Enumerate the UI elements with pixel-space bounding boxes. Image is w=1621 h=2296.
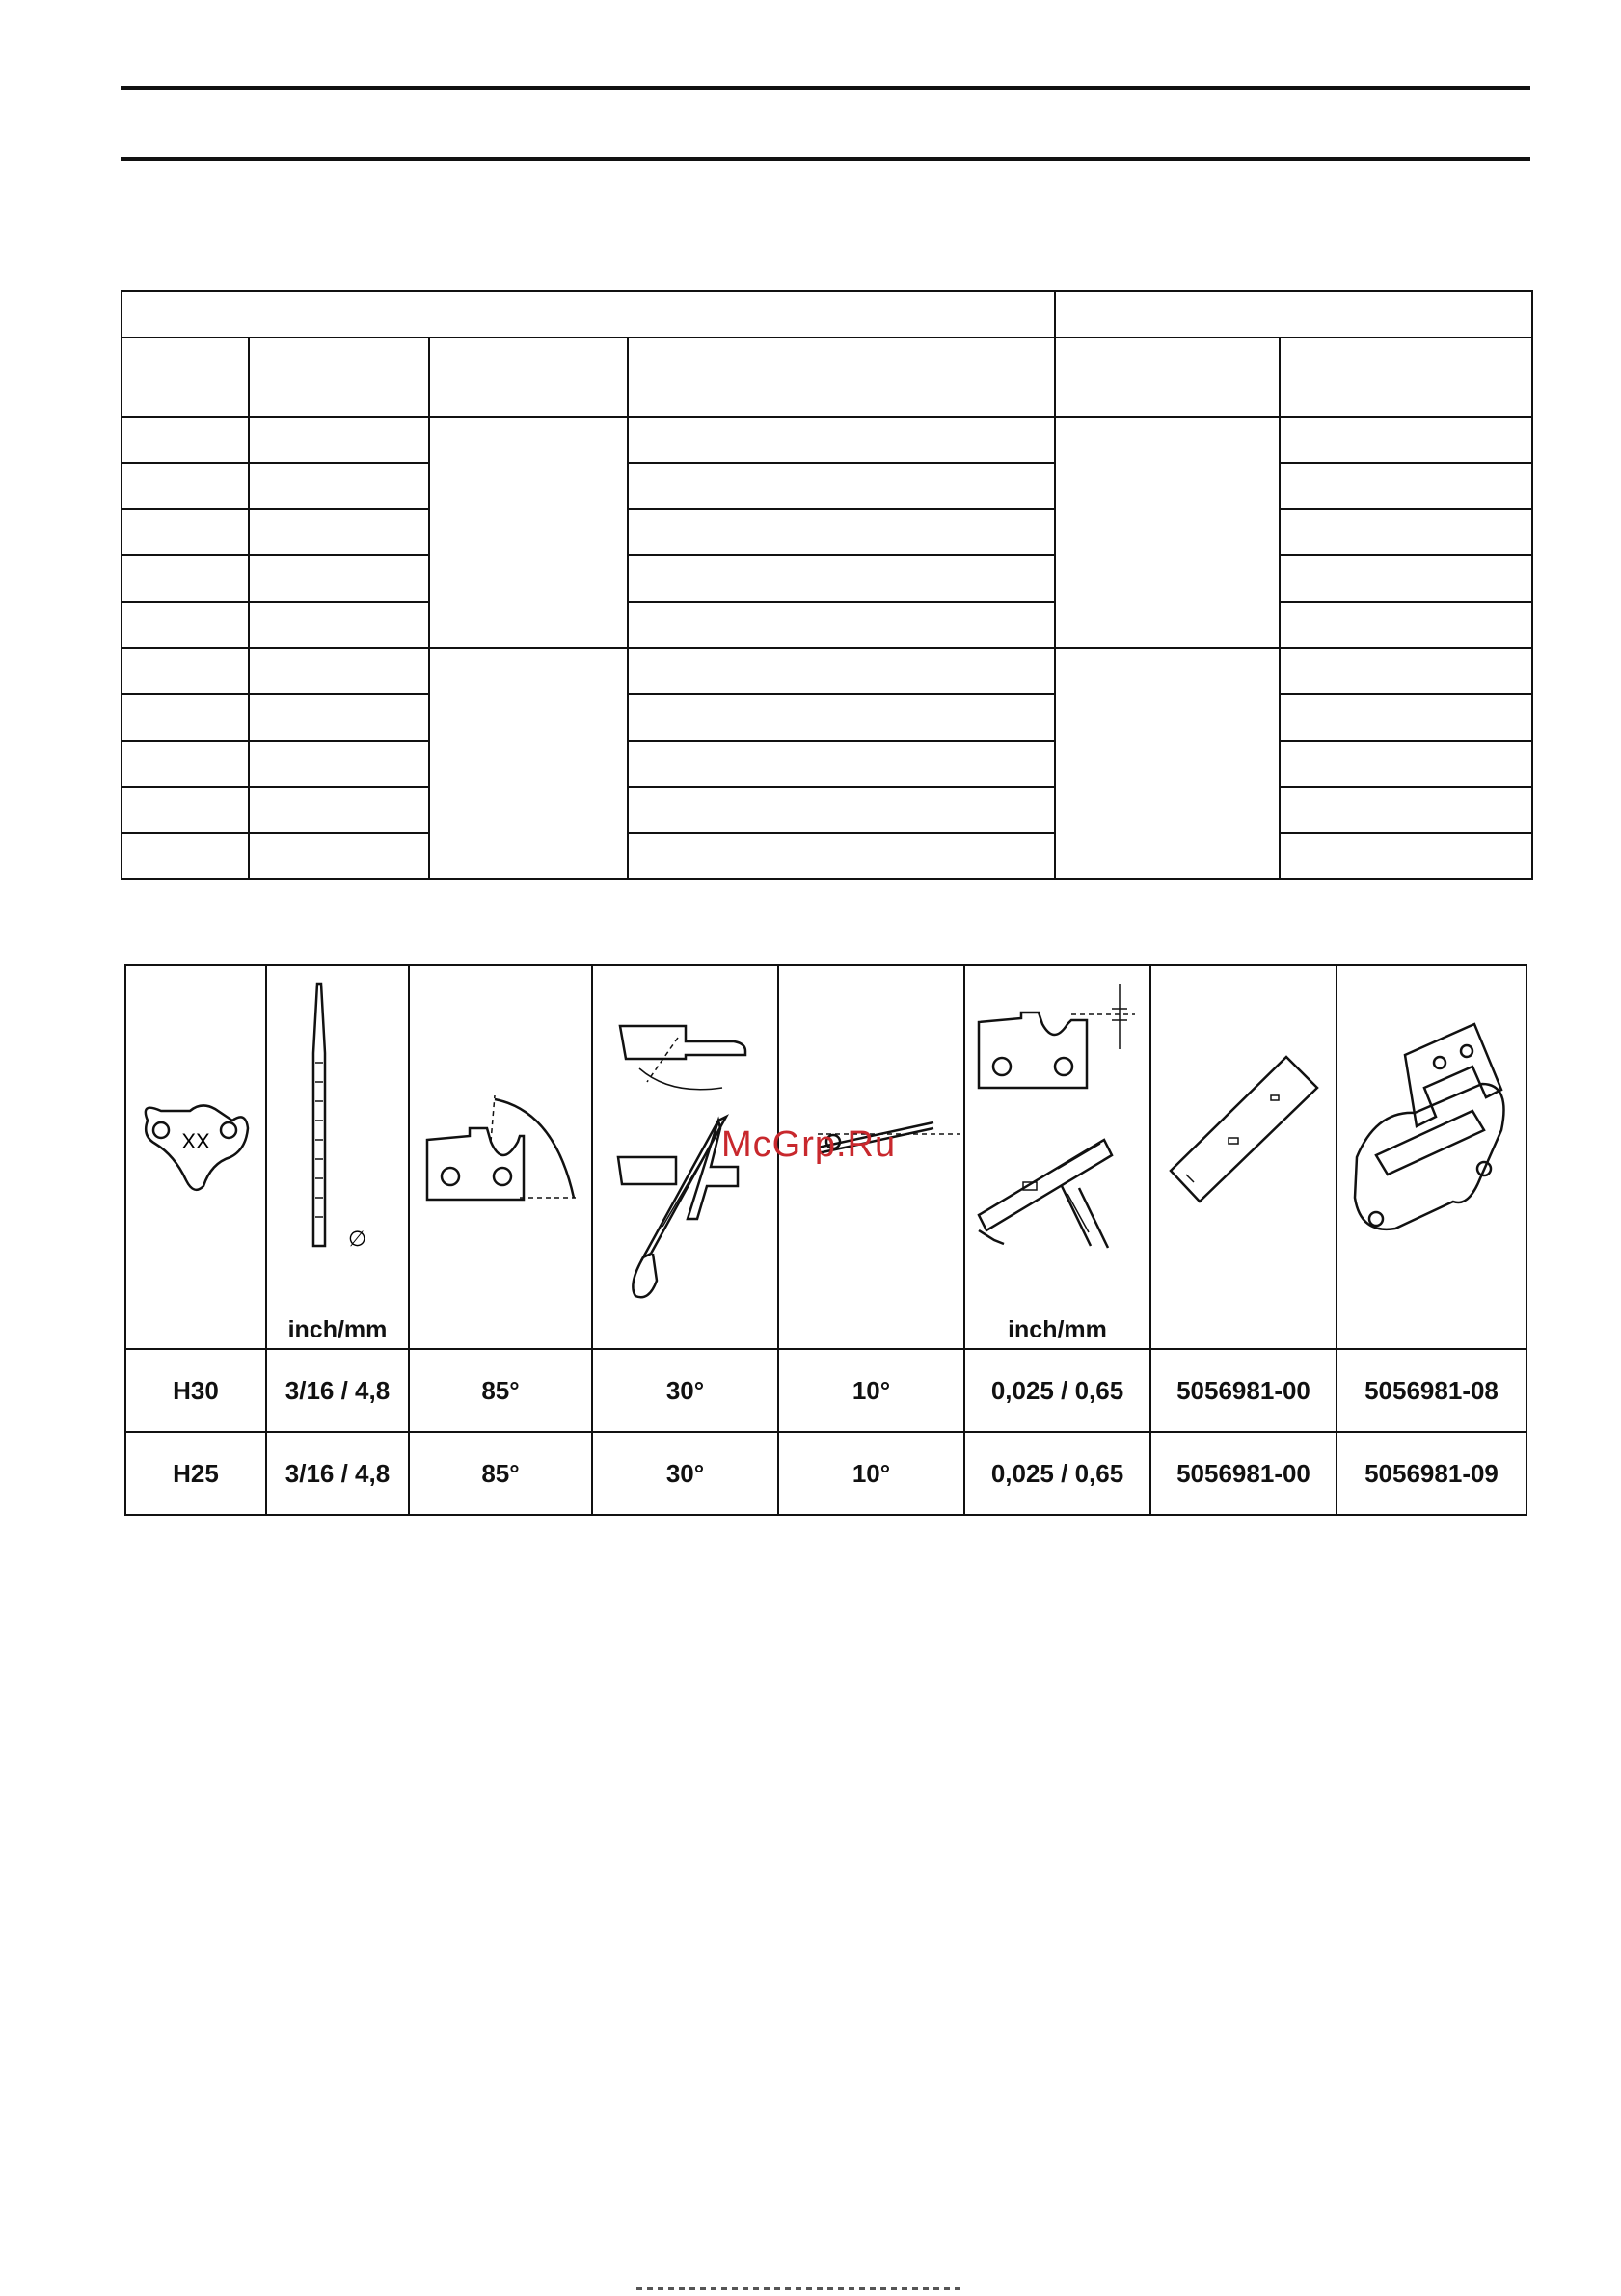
top-rule bbox=[121, 86, 1530, 90]
depth-gauge-value: 0,025 / 0,65 bbox=[964, 1432, 1150, 1515]
flat-gauge-part-number: 5056981-00 bbox=[1150, 1432, 1337, 1515]
tilt-angle-value: 10° bbox=[778, 1349, 964, 1432]
table-row bbox=[125, 1349, 1526, 1432]
svg-text:XX: XX bbox=[181, 1129, 210, 1153]
table-row bbox=[122, 509, 1532, 555]
top-plate-angle-cell bbox=[409, 965, 592, 1349]
footer-scan-artifact bbox=[636, 2287, 964, 2290]
top-plate-angle-icon bbox=[410, 966, 593, 1348]
table-row bbox=[122, 555, 1532, 602]
file-holder-part-number: 5056981-09 bbox=[1337, 1432, 1526, 1515]
flat-gauge-icon bbox=[1151, 966, 1337, 1348]
file-size-cell: 3/16 / 4,8 bbox=[266, 1349, 409, 1432]
table-row bbox=[122, 463, 1532, 509]
table-row bbox=[122, 694, 1532, 741]
empty-spec-table bbox=[121, 290, 1533, 880]
file-holder-cell bbox=[1337, 965, 1526, 1349]
chain-link-cell bbox=[125, 965, 266, 1349]
header-rule bbox=[121, 157, 1530, 161]
table-row bbox=[125, 1432, 1526, 1515]
file-holder-icon bbox=[1337, 966, 1527, 1348]
chain-link-xx-icon bbox=[126, 966, 267, 1348]
flat-gauge-cell bbox=[1150, 965, 1337, 1349]
watermark: McGrp.Ru bbox=[721, 1124, 897, 1165]
tilt-angle-value: 10° bbox=[778, 1432, 964, 1515]
table-row bbox=[122, 787, 1532, 833]
depth-gauge-value: 0,025 / 0,65 bbox=[964, 1349, 1150, 1432]
table-row bbox=[122, 338, 1532, 417]
table-row bbox=[122, 602, 1532, 648]
file-size-cell: 3/16 / 4,8 bbox=[266, 1432, 409, 1515]
svg-text:∅: ∅ bbox=[348, 1228, 367, 1252]
depth-unit-label: inch/mm bbox=[1008, 1316, 1107, 1343]
flat-gauge-part-number: 5056981-00 bbox=[1150, 1349, 1337, 1432]
table-row bbox=[122, 741, 1532, 787]
table-row bbox=[122, 833, 1532, 879]
table-row bbox=[122, 417, 1532, 463]
file-diameter-cell bbox=[266, 965, 409, 1349]
file-unit-label: inch/mm bbox=[287, 1316, 388, 1343]
top-plate-angle-value: 85° bbox=[409, 1432, 592, 1515]
depth-gauge-cell bbox=[964, 965, 1150, 1349]
file-holder-part-number: 5056981-08 bbox=[1337, 1349, 1526, 1432]
round-file-icon bbox=[267, 966, 410, 1348]
table-row bbox=[122, 648, 1532, 694]
table-row bbox=[122, 291, 1532, 338]
model-cell: H30 bbox=[125, 1349, 266, 1432]
depth-gauge-icon bbox=[965, 966, 1151, 1348]
filing-angle-value: 30° bbox=[592, 1349, 778, 1432]
filing-angle-value: 30° bbox=[592, 1432, 778, 1515]
sharpening-spec-table bbox=[124, 964, 1527, 1516]
top-plate-angle-value: 85° bbox=[409, 1349, 592, 1432]
model-cell: H25 bbox=[125, 1432, 266, 1515]
